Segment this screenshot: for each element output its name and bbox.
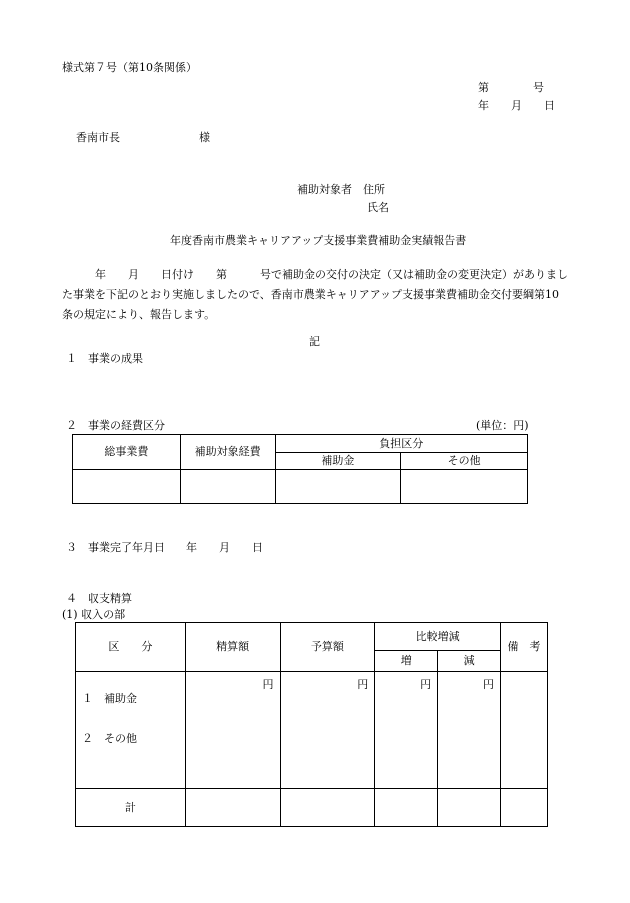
header-burden: 負担区分 [275,435,527,453]
header-other: その他 [401,453,528,470]
applicant-name-label: 氏名 [367,201,389,214]
header-eligible-cost: 補助対象経費 [180,435,275,470]
header-budget-amount: 予算額 [280,623,375,672]
cell-total-cost[interactable] [73,470,181,504]
section2-heading: ２ 事業の経費区分 [66,419,165,432]
total-label: 計 [76,789,186,827]
completion-date: 年 月 日 [186,541,263,554]
addressee-mayor: 香南市長 [76,131,120,144]
cell-other[interactable] [401,470,528,504]
income-row-other: ２ その他 [82,732,137,745]
total-settled-cell[interactable] [185,789,280,827]
income-table [75,622,548,827]
expense-table [72,434,528,504]
total-decrease-cell[interactable] [438,789,501,827]
total-budget-cell[interactable] [280,789,375,827]
form-number: 様式第７号（第10条関係） [62,61,197,74]
report-body-text: 年 月 日付け 第 号で補助金の交付の決定（又は補助金の変更決定）がありました事業を下記のとおり実施しましたので、香南市農業キャリアアップ支援事業費補助金交付要綱第10条の規定により、報告します。 [62,268,568,321]
header-remarks: 備 考 [501,623,548,672]
header-category: 区 分 [76,623,186,672]
cell-subsidy[interactable] [275,470,401,504]
section1-heading: １ 事業の成果 [66,352,143,365]
addressee-honorific: 様 [199,131,210,144]
increase-amount-cell[interactable]: 円 [375,672,438,789]
total-increase-cell[interactable] [375,789,438,827]
header-increase: 増 [375,651,438,672]
report-title: 年度香南市農業キャリアアップ支援事業費補助金実績報告書 [170,234,467,247]
header-comparison: 比較増減 [375,623,501,651]
header-subsidy: 補助金 [275,453,401,470]
income-row-subsidy: １ 補助金 [82,692,137,705]
income-categories-cell [76,672,186,789]
income-subheading: (1) 収入の部 [62,608,126,621]
remarks-cell[interactable] [501,672,548,789]
section3-heading: ３ 事業完了年月日 [66,541,165,554]
settled-amount-cell[interactable]: 円 [185,672,280,789]
document-date: 年 月 日 [478,99,555,112]
document-number: 第 号 [478,81,544,94]
header-total-cost: 総事業費 [73,435,181,470]
budget-amount-cell[interactable]: 円 [280,672,375,789]
decrease-amount-cell[interactable]: 円 [438,672,501,789]
total-remarks-cell[interactable] [501,789,548,827]
applicant-address-label: 補助対象者 住所 [297,183,385,196]
cell-eligible-cost[interactable] [180,470,275,504]
header-settled-amount: 精算額 [185,623,280,672]
section4-heading: ４ 収支精算 [66,592,132,605]
ki-marker: 記 [309,335,320,348]
unit-label: (単位：円) [476,419,529,432]
header-decrease: 減 [438,651,501,672]
